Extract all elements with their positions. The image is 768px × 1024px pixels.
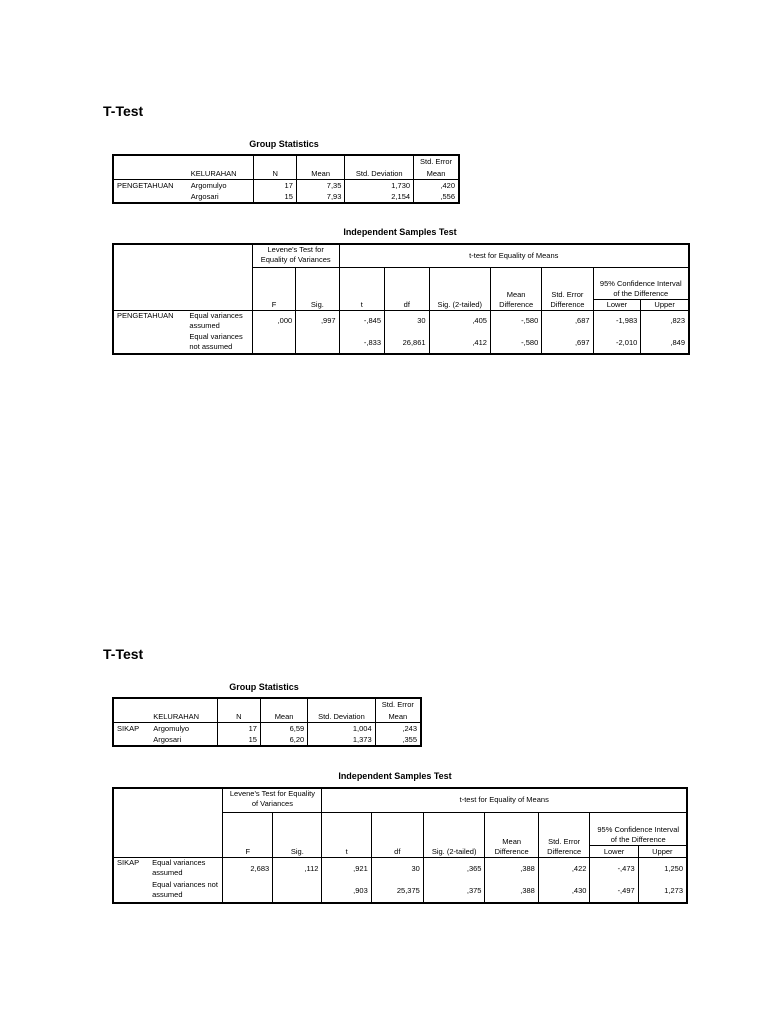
header-mean: Mean <box>260 710 307 722</box>
group-statistics-table-2 <box>112 697 422 747</box>
group-label: Argosari <box>188 191 254 203</box>
section-1-heading: T-Test <box>103 103 144 119</box>
group-statistics-table-1 <box>112 154 460 204</box>
ttest-header: t-test for Equality of Means <box>469 250 559 260</box>
variable-label: PENGETAHUAN <box>117 181 174 190</box>
variable-label: SIKAP <box>113 857 149 880</box>
header-std-error: Std. Error <box>381 700 414 709</box>
independent-samples-title: Independent Samples Test <box>343 227 457 237</box>
variable-label: SIKAP <box>117 724 140 733</box>
header-n: N <box>217 710 260 722</box>
header-mean-2: Mean <box>375 710 421 722</box>
group-label: Argomulyo <box>150 722 217 734</box>
header-n: N <box>254 167 296 179</box>
table-row: PENGETAHUAN Equal variances assumed ,000 ,997 -,845 30 ,405 -,580 ,687 -1,983 ,823 <box>113 310 689 332</box>
table-row: Equal variances not assumed ,903 25,375 ,375 ,388 ,430 -,497 1,273 <box>113 880 687 903</box>
group-statistics-title: Group Statistics <box>249 139 319 149</box>
header-mean-2: Mean <box>414 167 459 179</box>
independent-samples-title: Independent Samples Test <box>338 771 452 781</box>
header-std-deviation: Std. Deviation <box>345 167 414 179</box>
ci-header: 95% Confidence Interval of the Difference <box>593 267 689 299</box>
ttest-header: t-test for Equality of Means <box>459 795 549 805</box>
header-mean: Mean <box>296 167 345 179</box>
levene-header: Levene's Test for Equality of Variances <box>252 244 339 267</box>
table-row: Argosari 15 6,20 1,373 ,355 <box>113 734 421 746</box>
group-label: Argosari <box>150 734 217 746</box>
variable-label: PENGETAHUAN <box>113 310 186 332</box>
levene-header: Levene's Test for Equality of Variances <box>223 788 322 812</box>
header-std-deviation: Std. Deviation <box>308 710 375 722</box>
header-kelurahan: KELURAHAN <box>188 167 254 179</box>
header-kelurahan: KELURAHAN <box>150 710 217 722</box>
table-row: Equal variances not assumed -,833 26,861 ,412 -,580 ,697 -2,010 ,849 <box>113 332 689 354</box>
independent-samples-table-1: Levene's Test for Equality of Variances t-test for Equality of Means F Sig. t df Sig. (2-tailed) Mean Difference Std. Error Difference 95% Confidence Interval of the Difference Lower Upper PENGETAHUAN Equal variances assumed ,000 ,997 -,845 30 ,405 -,580 ,687 -1,983 ,823 Equal variances not assumed -,833 26,861 ,412 -,580 ,697 -2,010 ,849 <box>112 243 690 355</box>
table-row: PENGETAHUAN Argomulyo 17 7,35 1,730 ,420 <box>113 179 459 191</box>
header-std-error: Std. Error <box>419 157 453 166</box>
independent-samples-table-2: Levene's Test for Equality of Variances t-test for Equality of Means F Sig. t df Sig. (2-tailed) Mean Difference Std. Error Difference 95% Confidence Interval of the Difference Lower Upper SIKAP Equal variances assumed 2,683 ,112 ,921 30 ,365 ,388 ,422 -,473 1,250 Equal variances not assumed ,903 25,375 ,375 ,388 ,430 -,497 1,273 <box>112 787 688 904</box>
section-2-heading: T-Test <box>103 646 144 662</box>
table-row: Argosari 15 7,93 2,154 ,556 <box>113 191 459 203</box>
table-row: SIKAP Argomulyo 17 6,59 1,004 ,243 <box>113 722 421 734</box>
group-statistics-title: Group Statistics <box>229 682 299 692</box>
ci-header: 95% Confidence Interval of the Difference <box>590 812 687 845</box>
table-row: SIKAP Equal variances assumed 2,683 ,112 ,921 30 ,365 ,388 ,422 -,473 1,250 <box>113 857 687 880</box>
group-label: Argomulyo <box>188 179 254 191</box>
